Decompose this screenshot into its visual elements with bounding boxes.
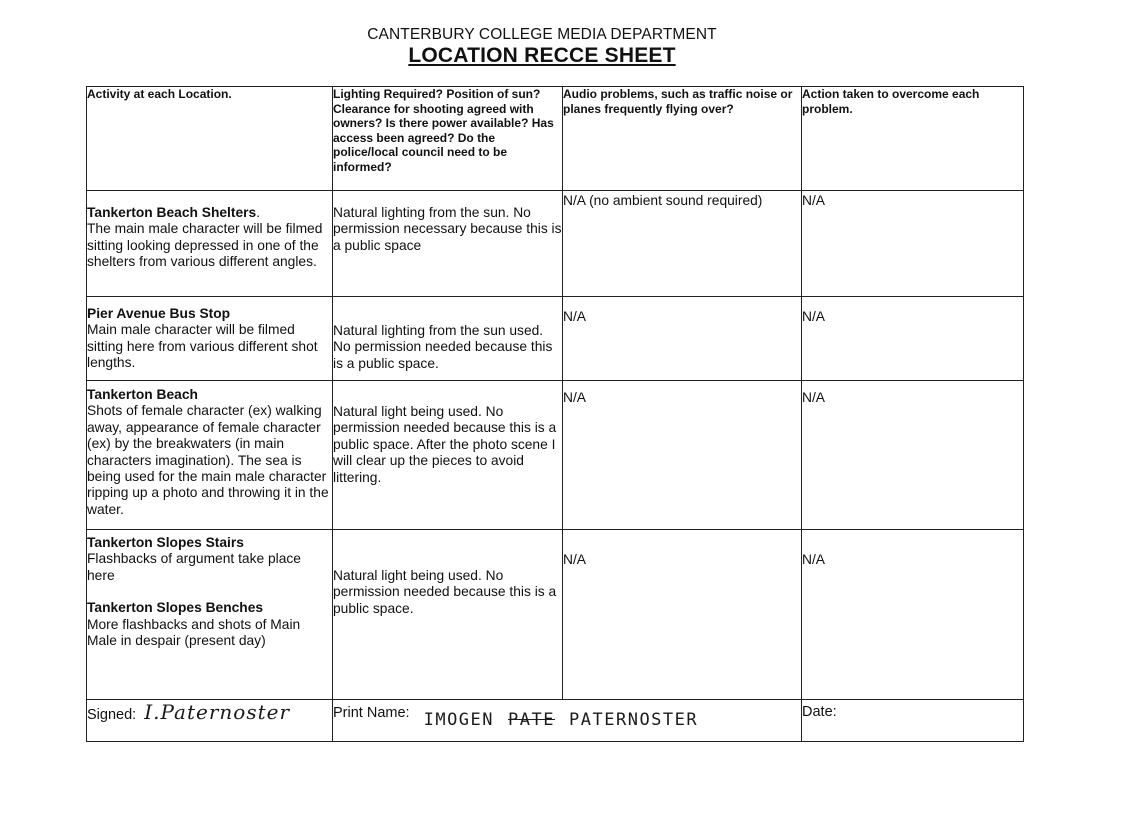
column-header-action: Action taken to overcome each problem. (802, 87, 1024, 191)
activity-cell (87, 297, 333, 381)
page-title: LOCATION RECCE SHEET (408, 44, 676, 67)
audio-cell (563, 530, 802, 700)
column-header-activity: Activity at each Location. (87, 87, 333, 191)
column-header-audio: Audio problems, such as traffic noise or planes frequently flying over? (563, 87, 802, 191)
table-header-row (87, 87, 1024, 191)
activity-description: Shots of female character (ex) walking away, appearance of female character (ex) by the breakwaters (in main characters imagination). The sea is being used for the main male character ripping up a photo and throwing it in the water. (87, 403, 329, 517)
location-name: Pier Avenue Bus Stop (87, 306, 231, 321)
action-description: N/A (802, 552, 825, 567)
lighting-description: Natural lighting from the sun used. No permission needed because this is a public space. (333, 323, 553, 371)
lighting-cell (333, 381, 563, 530)
audio-description: N/A (no ambient sound required) (563, 193, 763, 208)
column-header-lighting-text: Lighting Required? Position of sun? Clearance for shooting agreed with owners? Is there power available? Has access been agreed? Do the police/local council need to be informed? (333, 87, 554, 174)
signed-cell (87, 700, 333, 742)
action-description: N/A (802, 309, 825, 324)
location-name-suffix: . (256, 205, 261, 220)
table-row (87, 191, 1024, 297)
print-name-cell (333, 700, 802, 742)
lighting-description: Natural light being used. No permission needed because this is a public space. (333, 568, 557, 616)
signature-row (87, 700, 1024, 742)
activity-description: Flashbacks of argument take place here (87, 551, 301, 583)
print-name-last: PATERNOSTER (569, 710, 699, 730)
activity-cell (87, 381, 333, 530)
audio-description: N/A (563, 309, 586, 324)
activity-description: The main male character will be filmed sitting looking depressed in one of the shelters from various different angles. (87, 221, 323, 270)
audio-cell (563, 297, 802, 381)
lighting-description: Natural light being used. No permission needed because this is a public space. After the photo scene I will clear up the pieces to avoid littering. (333, 404, 557, 485)
lighting-cell (333, 191, 563, 297)
print-name-label: Print Name: (333, 705, 410, 721)
print-name-struck: PATE (508, 710, 555, 730)
location-name: Tankerton Slopes Stairs (87, 535, 244, 550)
location-name: Tankerton Beach Shelters (87, 205, 257, 220)
print-name-first: IMOGEN (423, 710, 495, 730)
audio-cell (563, 381, 802, 530)
date-label: Date: (802, 704, 837, 720)
column-header-lighting (333, 87, 563, 191)
recce-table (86, 86, 1024, 742)
signed-label: Signed: (87, 707, 137, 723)
activity-cell (87, 191, 333, 297)
table-row (87, 530, 1024, 700)
action-description: N/A (802, 390, 825, 405)
lighting-cell (333, 297, 563, 381)
activity-description: Main male character will be filmed sitting here from various different shot lengths. (87, 322, 318, 371)
lighting-description: Natural lighting from the sun. No permission necessary because this is a public space (333, 205, 562, 253)
lighting-cell (333, 530, 563, 700)
audio-description: N/A (563, 390, 586, 405)
date-cell (802, 700, 1024, 742)
action-description: N/A (802, 193, 825, 208)
audio-description: N/A (563, 552, 586, 567)
action-cell (802, 530, 1024, 700)
action-cell (802, 381, 1024, 530)
action-cell (802, 297, 1024, 381)
table-row (87, 297, 1024, 381)
action-cell (802, 191, 1024, 297)
activity-description-secondary: More flashbacks and shots of Main Male in despair (present day) (87, 616, 301, 649)
department-heading: CANTERBURY COLLEGE MEDIA DEPARTMENT (367, 26, 717, 43)
audio-cell (563, 191, 802, 297)
activity-cell (87, 530, 333, 700)
location-name: Tankerton Beach (87, 387, 198, 402)
signature: I.Paternoster (144, 700, 291, 724)
location-name-secondary: Tankerton Slopes Benches (87, 600, 264, 616)
table-row (87, 381, 1024, 530)
